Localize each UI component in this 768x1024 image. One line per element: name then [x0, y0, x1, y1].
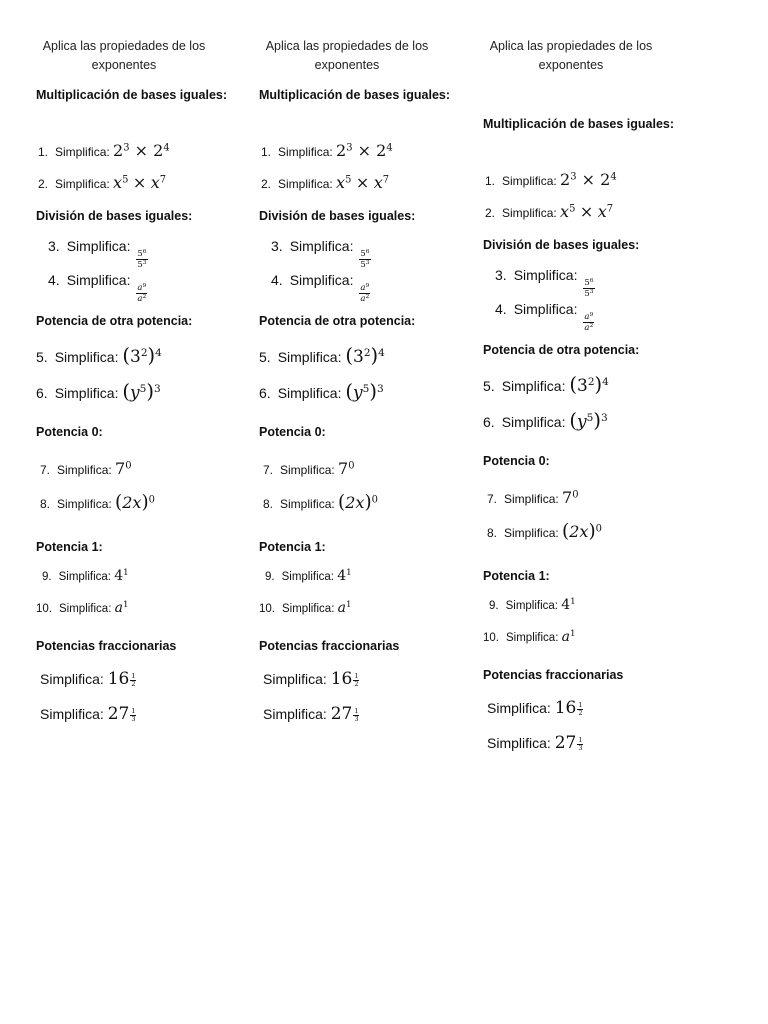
heading-power-zero: Potencia 0:	[483, 454, 550, 468]
exercise-4: 4. Simplifica: $\frac{a^9}{a^2}$	[495, 301, 594, 334]
heading-power-of-power: Potencia de otra potencia:	[483, 343, 640, 357]
exercise-fractional-1: Simplifica: 16 $\frac{1}{2}$	[487, 698, 583, 718]
exercise-6: 6. Simplifica: $(y^5)^3$	[259, 380, 384, 403]
heading-power-one: Potencia 1:	[36, 540, 103, 554]
exercise-6: 6. Simplifica: $(y^5)^3$	[36, 380, 161, 403]
exercise-9: 9. Simplifica: $4^1$	[42, 568, 129, 584]
exercise-1: 1. Simplifica: $2^3 \times 2^4$	[38, 141, 170, 160]
heading-power-of-power: Potencia de otra potencia:	[259, 314, 416, 328]
worksheet-title: Aplica las propiedades de los exponentes	[265, 39, 429, 72]
exercise-3: 3. Simplifica: $\frac{5^6}{5^3}$	[495, 267, 594, 300]
exercise-5: 5. Simplifica: $(3^2)^4$	[36, 344, 162, 367]
exercise-6: 6. Simplifica: $(y^5)^3$	[483, 409, 608, 432]
exercise-fractional-2: Simplifica: 27 $\frac{1}{3}$	[487, 733, 583, 753]
exercise-4: 4. Simplifica: $\frac{a^9}{a^2}$	[48, 272, 147, 305]
heading-power-zero: Potencia 0:	[259, 425, 326, 439]
heading-fractional: Potencias fraccionarias	[36, 639, 177, 653]
exercise-fractional-1: Simplifica: 16 $\frac{1}{2}$	[263, 669, 359, 689]
exercise-9: 9. Simplifica: $4^1$	[265, 568, 352, 584]
exercise-5: 5. Simplifica: $(3^2)^4$	[259, 344, 385, 367]
exercise-10: 10. Simplifica: $a^1$	[36, 600, 129, 616]
heading-fractional: Potencias fraccionarias	[483, 668, 624, 682]
exercise-7: 7. Simplifica: $7^0$	[487, 488, 579, 507]
exercise-3: 3. Simplifica: $\frac{5^6}{5^3}$	[48, 238, 147, 271]
exercise-1: 1. Simplifica: $2^3 \times 2^4$	[261, 141, 393, 160]
exercise-2: 2. Simplifica: $x^5 \times x^7$	[485, 202, 614, 221]
heading-power-one: Potencia 1:	[259, 540, 326, 554]
exercise-5: 5. Simplifica: $(3^2)^4$	[483, 373, 609, 396]
exercise-10: 10. Simplifica: $a^1$	[259, 600, 352, 616]
exercise-4: 4. Simplifica: $\frac{a^9}{a^2}$	[271, 272, 370, 305]
heading-multiplication: Multiplicación de bases iguales:	[259, 88, 451, 102]
exercise-7: 7. Simplifica: $7^0$	[40, 459, 132, 478]
exercise-2: 2. Simplifica: $x^5 \times x^7$	[261, 173, 390, 192]
exercise-8: 8. Simplifica: $(2x)^0$	[263, 492, 378, 513]
heading-power-one: Potencia 1:	[483, 569, 550, 583]
exercise-3: 3. Simplifica: $\frac{5^6}{5^3}$	[271, 238, 370, 271]
heading-multiplication: Multiplicación de bases iguales:	[36, 88, 228, 102]
heading-power-zero: Potencia 0:	[36, 425, 103, 439]
exercise-fractional-2: Simplifica: 27 $\frac{1}{3}$	[40, 704, 136, 724]
exercise-1: 1. Simplifica: $2^3 \times 2^4$	[485, 170, 617, 189]
exercise-9: 9. Simplifica: $4^1$	[489, 597, 576, 613]
heading-power-of-power: Potencia de otra potencia:	[36, 314, 193, 328]
exercise-fractional-2: Simplifica: 27 $\frac{1}{3}$	[263, 704, 359, 724]
heading-fractional: Potencias fraccionarias	[259, 639, 400, 653]
exercise-7: 7. Simplifica: $7^0$	[263, 459, 355, 478]
worksheet-title: Aplica las propiedades de los exponentes	[489, 39, 653, 72]
heading-multiplication: Multiplicación de bases iguales:	[483, 117, 675, 131]
exercise-2: 2. Simplifica: $x^5 \times x^7$	[38, 173, 167, 192]
exercise-8: 8. Simplifica: $(2x)^0$	[487, 521, 602, 542]
exercise-fractional-1: Simplifica: 16 $\frac{1}{2}$	[40, 669, 136, 689]
exercise-8: 8. Simplifica: $(2x)^0$	[40, 492, 155, 513]
worksheet-title: Aplica las propiedades de los exponentes	[42, 39, 206, 72]
heading-division: División de bases iguales:	[483, 238, 640, 252]
heading-division: División de bases iguales:	[259, 209, 416, 223]
heading-division: División de bases iguales:	[36, 209, 193, 223]
exercise-10: 10. Simplifica: $a^1$	[483, 629, 576, 645]
